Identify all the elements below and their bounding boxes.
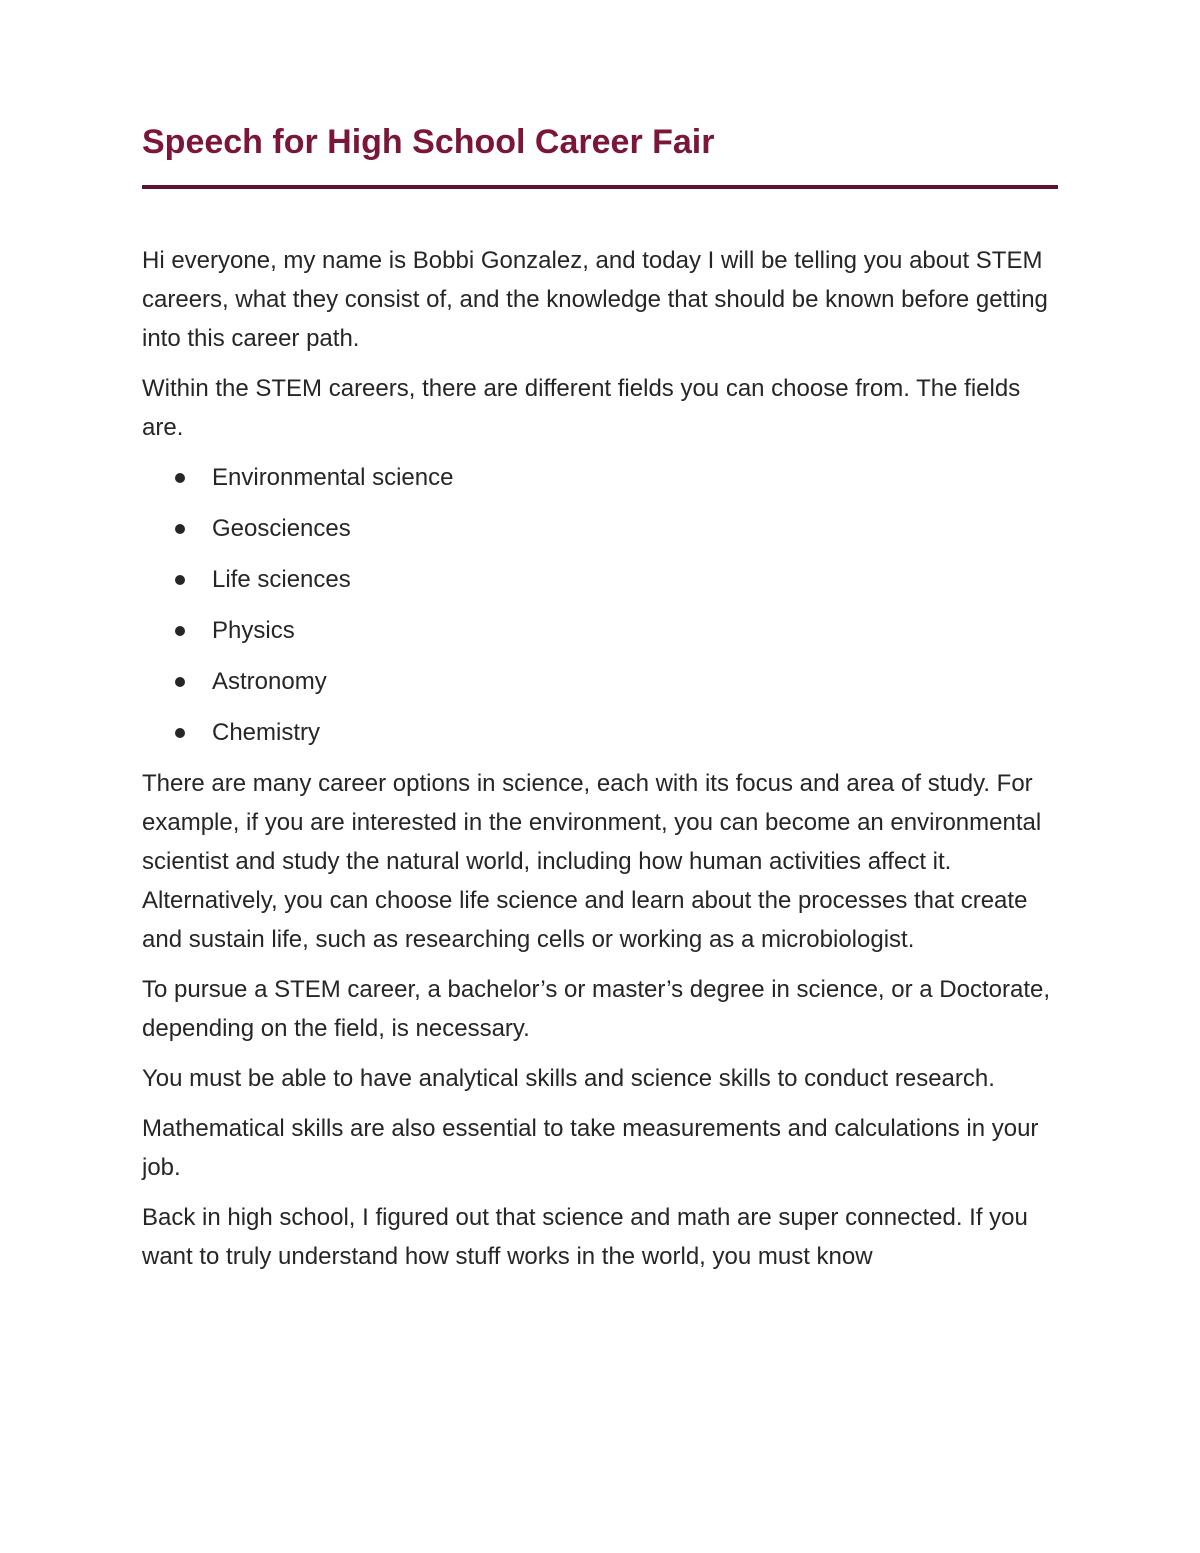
bullet-icon	[175, 473, 185, 483]
bullet-icon	[175, 626, 185, 636]
paragraph-career-options: There are many career options in science, each with its focus and area of study. For example, if you are interested in the environment, you can become an environmental scientist and study the natural world, including how human activities affect it. Alternatively, you can choose life science and learn about the processes that create and sustain life, such as researching cells or working as a microbiologist.	[142, 770, 1042, 953]
title-divider	[142, 185, 1058, 189]
list-item	[142, 662, 1058, 701]
bullet-icon	[175, 677, 185, 687]
list-item-label: Life sciences	[212, 566, 351, 593]
paragraph-fields-intro: Within the STEM careers, there are different fields you can choose from. The fields are.	[142, 375, 1021, 441]
list-item	[142, 611, 1058, 650]
document-title: Speech for High School Career Fair	[142, 123, 715, 161]
list-item-label: Geosciences	[212, 515, 351, 542]
bullet-icon	[175, 575, 185, 585]
list-item	[142, 713, 1058, 752]
bullet-icon	[175, 524, 185, 534]
list-item-label: Astronomy	[212, 668, 327, 695]
paragraph-high-school: Back in high school, I figured out that science and math are super connected. If you want to truly understand how stuff works in the world, you must know	[142, 1204, 1028, 1270]
list-item	[142, 458, 1058, 497]
fields-list	[142, 458, 1058, 752]
list-item-label: Chemistry	[212, 719, 321, 746]
list-item	[142, 560, 1058, 599]
document-page	[142, 118, 1058, 1287]
document-body	[142, 241, 1058, 1276]
list-item-label: Physics	[212, 617, 295, 644]
bullet-icon	[175, 728, 185, 738]
paragraph-degree: To pursue a STEM career, a bachelor’s or master’s degree in science, or a Doctorate, depending on the field, is necessary.	[142, 976, 1051, 1042]
paragraph-math-skills: Mathematical skills are also essential to take measurements and calculations in your job.	[142, 1115, 1039, 1181]
list-item	[142, 509, 1058, 548]
paragraph-analytical-skills: You must be able to have analytical skills and science skills to conduct research.	[142, 1065, 995, 1092]
list-item-label: Environmental science	[212, 464, 454, 491]
paragraph-intro: Hi everyone, my name is Bobbi Gonzalez, and today I will be telling you about STEM careers, what they consist of, and the knowledge that should be known before getting into this career path.	[142, 247, 1048, 352]
